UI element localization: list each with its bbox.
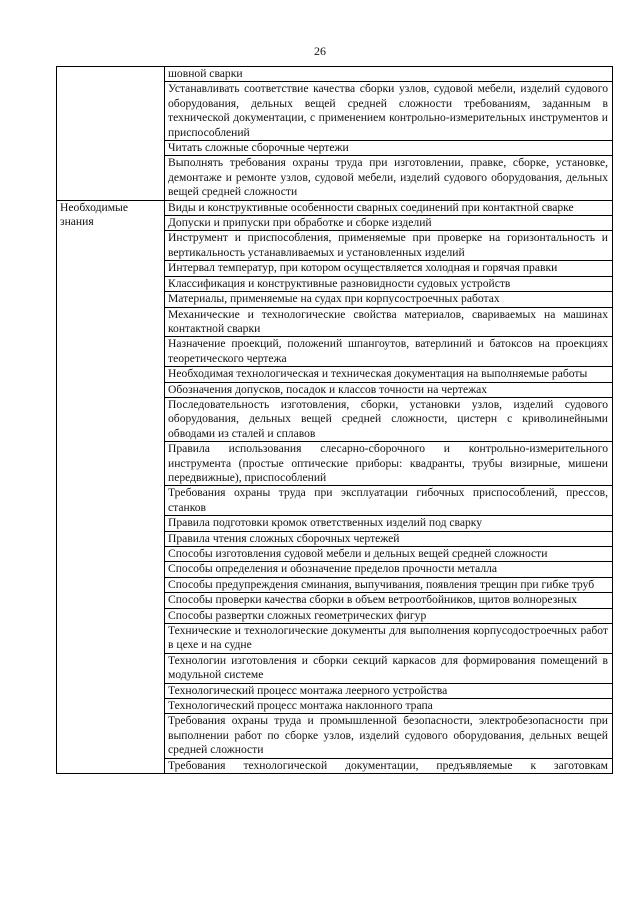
requirement-text: Технологии изготовления и сборки секций каркасов для формирования помещений в модульной системе: [165, 653, 613, 683]
requirement-text: Читать сложные сборочные чертежи: [165, 141, 613, 156]
table-row: [57, 67, 613, 82]
requirement-text: Способы определения и обозначение пределов прочности металла: [165, 562, 613, 577]
requirement-text: Механические и технологические свойства материалов, свариваемых на машинах контактной сварки: [165, 307, 613, 337]
requirement-text: шовной сварки: [165, 67, 613, 82]
requirement-text: Обозначения допусков, посадок и классов точности на чертежах: [165, 382, 613, 397]
requirement-text: Классификация и конструктивные разновидности судовых устройств: [165, 276, 613, 291]
requirement-text: Необходимая технологическая и техническая документация на выполняемые работы: [165, 367, 613, 382]
requirement-text: Назначение проекций, положений шпангоутов, ватерлиний и батоксов на проекциях теоретического чертежа: [165, 337, 613, 367]
page-number: 26: [314, 44, 326, 58]
requirement-text: Правила использования слесарно-сборочного и контрольно-измерительного инструмента (простые оптические приборы: квадранты, трубы визирные, мишени передвижные), приспособлений: [165, 442, 613, 486]
requirement-text: Технологический процесс монтажа леерного устройства: [165, 683, 613, 698]
requirement-text: Инструмент и приспособления, применяемые при проверке на горизонтальность и вертикальность устанавливаемых и установленных изделий: [165, 231, 613, 261]
requirement-text: Способы предупреждения сминания, выпучивания, появления трещин при гибке труб: [165, 577, 613, 592]
requirement-text: Способы изготовления судовой мебели и дельных вещей средней сложности: [165, 547, 613, 562]
requirement-text: Технологический процесс монтажа наклонного трапа: [165, 699, 613, 714]
requirement-text: Материалы, применяемые на судах при корпусостроечных работах: [165, 292, 613, 307]
requirement-text: Устанавливать соответствие качества сборки узлов, судовой мебели, изделий судового оборудования, дельных вещей средней сложности требованиям, заданным в технической документации, с применением контрольно-измерительных инструментов и приспособлений: [165, 82, 613, 141]
requirement-text: Правила чтения сложных сборочных чертежей: [165, 531, 613, 546]
section-label: [57, 67, 165, 201]
requirement-text: Требования охраны труда при эксплуатации гибочных приспособлений, прессов, станков: [165, 486, 613, 516]
requirement-text: Правила подготовки кромок ответственных изделий под сварку: [165, 516, 613, 531]
table-body: [57, 67, 613, 774]
requirement-text: Выполнять требования охраны труда при изготовлении, правке, сборке, установке, демонтаже и ремонте узлов, судовой мебели, изделий судового оборудования, дельных вещей средней сложности: [165, 156, 613, 200]
requirement-text: Требования технологической документации, предъявляемые к заготовкам: [165, 758, 613, 773]
requirement-text: Способы развертки сложных геометрических фигур: [165, 608, 613, 623]
requirement-text: Допуски и припуски при обработке и сборке изделий: [165, 216, 613, 231]
requirement-text: Последовательность изготовления, сборки, установки узлов, изделий судового оборудования, дельных вещей средней сложности, цистерн с криволинейными обводами из сталей и сплавов: [165, 397, 613, 441]
requirement-text: Технические и технологические документы для выполнения корпусодостроечных работ в цехе и на судне: [165, 624, 613, 654]
requirement-text: Требования охраны труда и промышленной безопасности, электробезопасности при выполнении работ по сборке узлов, изделий судового оборудования, дельных вещей средней сложности: [165, 714, 613, 758]
section-label: Необходимые знания: [57, 200, 165, 773]
requirement-text: Способы проверки качества сборки в объем ветроотбойников, щитов волнорезных: [165, 593, 613, 608]
requirement-text: Интервал температур, при котором осуществляется холодная и горячая правки: [165, 261, 613, 276]
requirement-text: Виды и конструктивные особенности сварных соединений при контактной сварке: [165, 200, 613, 215]
table-row: [57, 200, 613, 215]
requirements-table: [56, 66, 613, 774]
